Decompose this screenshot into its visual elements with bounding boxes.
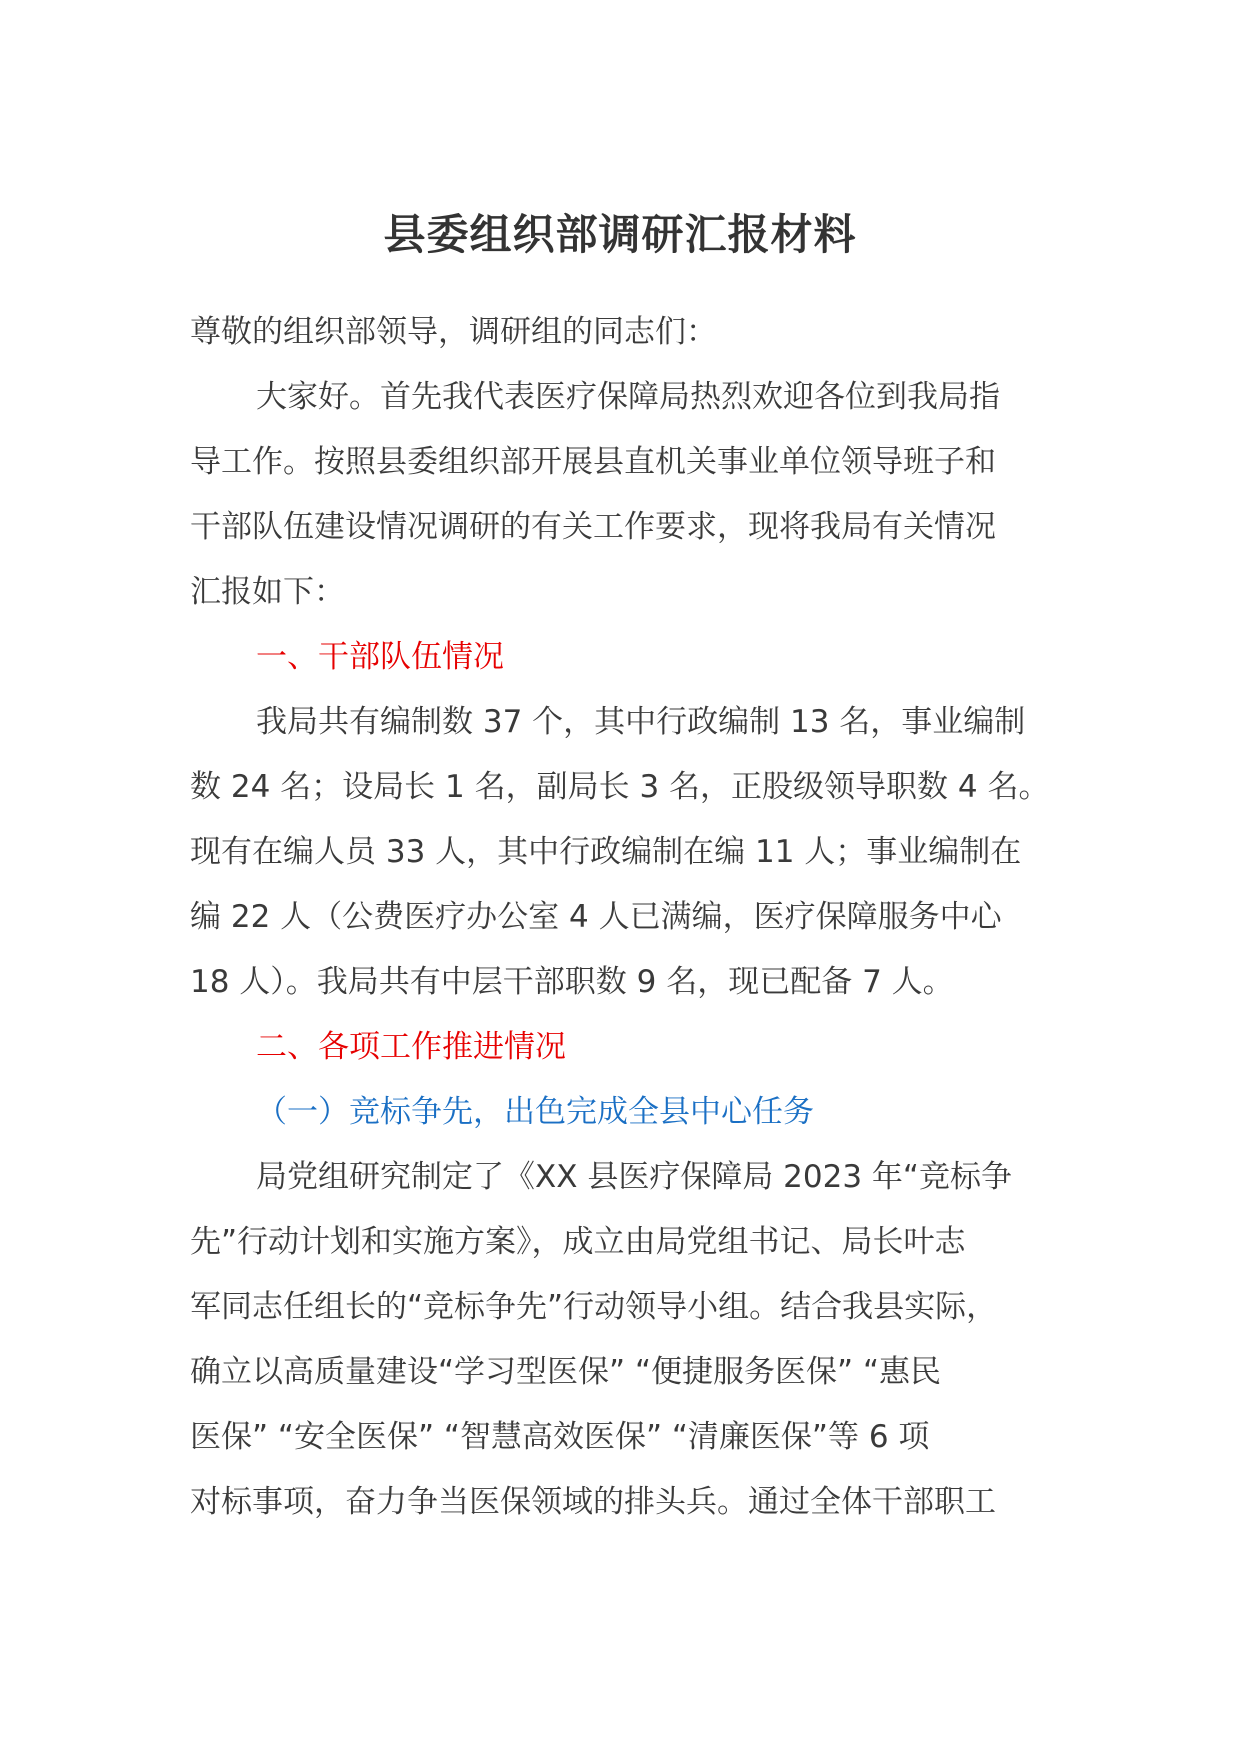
paragraph-line: 军同志任组长的“竞标争先”行动领导小组。结合我县实际， [190,1289,998,1325]
section-heading: 一、干部队伍情况 [256,639,504,675]
paragraph-line: 汇报如下： [190,574,345,610]
paragraph-line: 对标事项，奋力争当医保领域的排头兵。通过全体干部职工 [190,1484,996,1520]
paragraph-line: 大家好。首先我代表医疗保障局热烈欢迎各位到我局指 [256,379,1000,415]
paragraph-line: 18 人）。我局共有中层干部职数 9 名，现已配备 7 人。 [190,964,954,1000]
document-body [190,300,1060,1535]
paragraph-line: 导工作。按照县委组织部开展县直机关事业单位领导班子和 [190,444,996,480]
paragraph-line: 局党组研究制定了《XX 县医疗保障局 2023 年“竞标争 [256,1159,1012,1195]
paragraph-line: 确立以高质量建设“学习型医保” “便捷服务医保” “惠民 [190,1354,942,1390]
paragraph-line: 编 22 人（公费医疗办公室 4 人已满编，医疗保障服务中心 [190,899,1002,935]
salutation: 尊敬的组织部领导，调研组的同志们： [190,314,717,350]
paragraph-line: 干部队伍建设情况调研的有关工作要求，现将我局有关情况 [190,509,996,545]
paragraph-line: 数 24 名；设局长 1 名，副局长 3 名，正股级领导职数 4 名。 [190,769,1050,805]
document-title: 县委组织部调研汇报材料 [383,210,857,259]
section-heading: 二、各项工作推进情况 [256,1029,566,1065]
paragraph-line: 先”行动计划和实施方案》，成立由局党组书记、局长叶志 [190,1224,966,1260]
subsection-heading: （一）竞标争先，出色完成全县中心任务 [256,1094,814,1130]
paragraph-line: 现有在编人员 33 人，其中行政编制在编 11 人；事业编制在 [190,834,1022,870]
paragraph-line: 我局共有编制数 37 个，其中行政编制 13 名，事业编制 [256,704,1026,740]
paragraph-line: 医保” “安全医保” “智慧高效医保” “清廉医保”等 6 项 [190,1419,930,1455]
